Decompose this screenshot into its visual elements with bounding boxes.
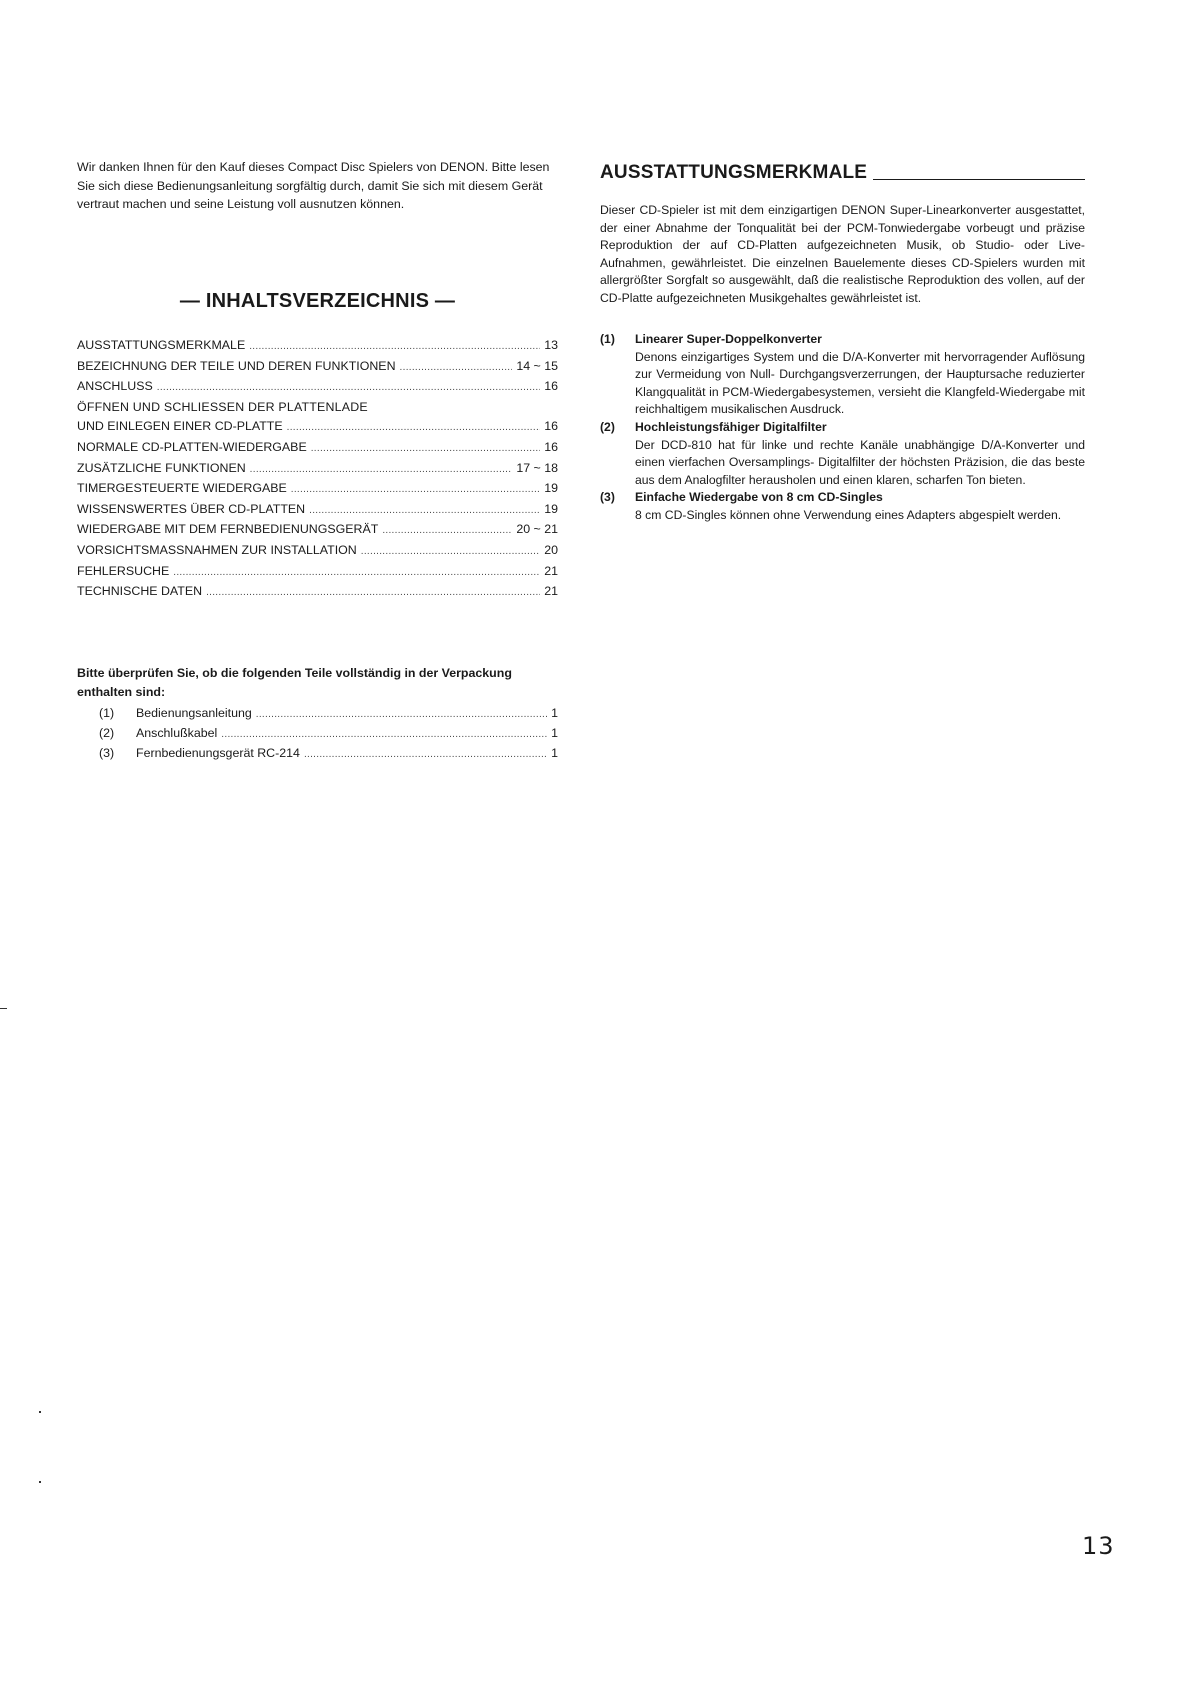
package-heading: Bitte überprüfen Sie, ob die folgenden Teile vollständig in der Verpackung enthalten sind: <box>77 666 512 699</box>
feature-heading: Linearer Super-Doppelkonverter <box>635 332 822 346</box>
feature-item: (3) Einfache Wiedergabe von 8 cm CD-Singles 8 cm CD-Singles können ohne Verwendung eines Adapters abgespielt werden. <box>600 489 1085 524</box>
toc-title: — INHALTSVERZEICHNIS — <box>179 290 456 312</box>
toc-entry: UND EINLEGEN EINER CD-PLATTE ..... 16 <box>77 417 558 438</box>
toc-entry: WIEDERGABE MIT DEM FERNBEDIENUNGSGERÄT ..... 20 ~ 21 <box>77 520 558 541</box>
feature-item: (1) Linearer Super-Doppelkonverter Denons einzigartiges System und die D/A-Konverter mit hervorragender Auflösung zur Vermeidung von Null- Durchgangsverzerrungen, der Hauptursache reduzierter Klangqualität in PCM-Wiedergabesystemen, versieht die Klangfeld-Wiedergabe mit reichhaltigem musikalischen Ausdruck. <box>600 331 1085 419</box>
right-column <box>600 158 1085 522</box>
left-column <box>77 158 558 760</box>
features-title: AUSSTATTUNGSMERKMALE <box>600 162 868 183</box>
scan-mark <box>0 1008 7 1009</box>
toc-entry: VORSICHTSMASSNAHMEN ZUR INSTALLATION ..... 20 <box>77 541 558 562</box>
page-number: 13 <box>1082 1532 1115 1560</box>
toc-entry: WISSENSWERTES ÜBER CD-PLATTEN ..... 19 <box>77 500 558 521</box>
package-item: (3) Fernbedienungsgerät RC-214 ..... 1 <box>77 744 558 764</box>
feature-text: Der DCD-810 hat für linke und rechte Kanäle unabhängige D/A-Konverter und einen vierfachen Oversamplings- Digitalfilter der höchsten Präzision, die das beste aus dem Analogfilter herausholen und einen klaren, scharfen Ton bieten. <box>635 437 1085 487</box>
feature-text: Denons einzigartiges System und die D/A-Konverter mit hervorragender Auflösung zur Vermeidung von Null- Durchgangsverzerrungen, der Hauptursache reduzierter Klangqualität in PCM-Wiedergabesystemen, versieht die Klangfeld-Wiedergabe mit reichhaltigem musikalischen Ausdruck. <box>635 349 1085 417</box>
package-item: (1) Bedienungsanleitung ..... 1 <box>77 704 558 724</box>
feature-item: (2) Hochleistungsfähiger Digitalfilter Der DCD-810 hat für linke und rechte Kanäle unabhängige D/A-Konverter und einen vierfachen Oversamplings- Digitalfilter der höchsten Präzision, die das beste aus dem Analogfilter herausholen und einen klaren, scharfen Ton bieten. <box>600 419 1085 489</box>
heading-rule <box>873 179 1085 180</box>
toc-entry: ANSCHLUSS ..... 16 <box>77 377 558 398</box>
scan-mark <box>39 1411 41 1413</box>
toc-entry: TECHNISCHE DATEN ..... 21 <box>77 582 558 603</box>
feature-heading: Hochleistungsfähiger Digitalfilter <box>635 419 827 434</box>
toc-entry: FEHLERSUCHE ..... 21 <box>77 562 558 583</box>
features-list <box>600 331 1085 525</box>
toc-entry: ÖFFNEN UND SCHLIESSEN DER PLATTENLADE <box>77 399 368 414</box>
feature-text: 8 cm CD-Singles können ohne Verwendung eines Adapters abgespielt werden. <box>635 507 1062 522</box>
features-heading <box>600 158 1085 184</box>
toc-entry: AUSSTATTUNGSMERKMALE ..... 13 <box>77 336 558 357</box>
toc-entry: TIMERGESTEUERTE WIEDERGABE ..... 19 <box>77 479 558 500</box>
toc-entry: ZUSÄTZLICHE FUNKTIONEN ..... 17 ~ 18 <box>77 459 558 480</box>
toc-entry: BEZEICHNUNG DER TEILE UND DEREN FUNKTIONEN ..... 14 ~ 15 <box>77 357 558 378</box>
intro-paragraph: Wir danken Ihnen für den Kauf dieses Compact Disc Spielers von DENON. Bitte lesen Sie sich diese Bedienungsanleitung sorgfältig durch, damit Sie sich mit diesem Gerät vertraut machen und seine Leistung voll ausnutzen können. <box>77 160 550 211</box>
features-intro: Dieser CD-Spieler ist mit dem einzigartigen DENON Super-Linearkonverter ausgestattet, der einer Abnahme der Tonqualität bei der PCM-Tonwiedergabe vorbeugt und präzise Reproduktion der auf CD-Platten aufgezeichneten Musik, ob Studio- oder Live-Aufnahmen, gewährleistet. Die einzelnen Bauelemente dieses CD-Spielers wurden mit allergrößter Sorgfalt so ausgewählt, daß die realistische Reproduktion des vollen, auf der CD-Platte aufgezeichneten Musikgehaltes gewährleistet ist. <box>600 203 1085 305</box>
toc-entry: NORMALE CD-PLATTEN-WIEDERGABE ..... 16 <box>77 438 558 459</box>
scan-mark <box>39 1481 41 1483</box>
table-of-contents <box>77 336 558 603</box>
feature-heading: Einfache Wiedergabe von 8 cm CD-Singles <box>635 490 883 505</box>
package-contents <box>77 664 558 764</box>
package-item: (2) Anschlußkabel ..... 1 <box>77 724 558 744</box>
